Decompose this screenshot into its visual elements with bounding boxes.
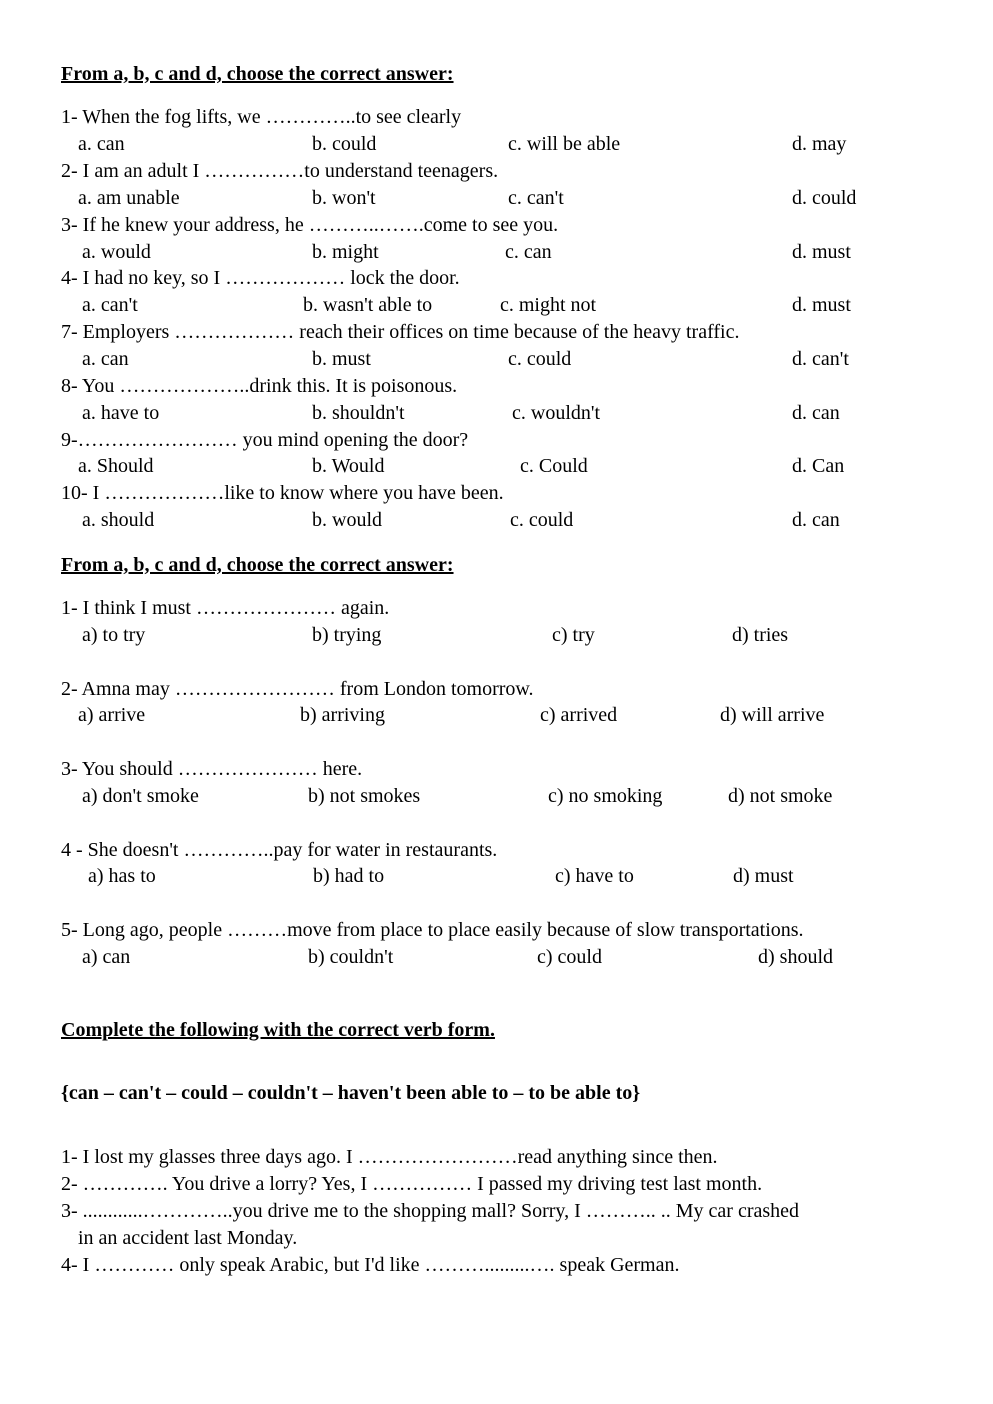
s1-q7-option-d[interactable]: d. can't xyxy=(792,348,849,370)
s1-q3-stem: 3- If he knew your address, he ………..…….come to see you. xyxy=(61,214,559,236)
s2-q3-option-d[interactable]: d) not smoke xyxy=(728,785,833,807)
s1-q2-option-a[interactable]: a. am unable xyxy=(78,187,180,209)
s1-q4-stem: 4- I had no key, so I ……………… lock the door. xyxy=(61,267,460,289)
s1-q8-option-d[interactable]: d. can xyxy=(792,402,840,424)
s1-q1-option-a[interactable]: a. can xyxy=(78,133,125,155)
s1-q1-option-b[interactable]: b. could xyxy=(312,133,377,155)
s2-q4-option-a[interactable]: a) has to xyxy=(88,865,156,887)
s1-q7-option-c[interactable]: c. could xyxy=(508,348,572,370)
s2-q3-stem: 3- You should ………………… here. xyxy=(61,758,363,780)
s2-q4-option-b[interactable]: b) had to xyxy=(313,865,385,887)
s1-q3-option-a[interactable]: a. would xyxy=(82,241,151,263)
s1-q2-option-c[interactable]: c. can't xyxy=(508,187,564,209)
s2-q5-option-d[interactable]: d) should xyxy=(758,946,833,968)
s1-q9-option-a[interactable]: a. Should xyxy=(78,455,154,477)
s1-q1-option-c[interactable]: c. will be able xyxy=(508,133,621,155)
s2-q1-option-c[interactable]: c) try xyxy=(552,624,595,646)
section1-heading: From a, b, c and d, choose the correct answer: xyxy=(61,63,454,85)
s3-line-4: 4- I ………… only speak Arabic, but I'd like ……….........…. speak German. xyxy=(61,1254,680,1276)
s1-q7-option-a[interactable]: a. can xyxy=(82,348,129,370)
s2-q1-option-a[interactable]: a) to try xyxy=(82,624,146,646)
s2-q2-option-d[interactable]: d) will arrive xyxy=(720,704,825,726)
s2-q5-stem: 5- Long ago, people ………move from place to place easily because of slow transportations. xyxy=(61,919,804,941)
s1-q3-option-b[interactable]: b. might xyxy=(312,241,379,263)
s1-q4-option-d[interactable]: d. must xyxy=(792,294,851,316)
s1-q9-option-d[interactable]: d. Can xyxy=(792,455,845,477)
s1-q8-stem: 8- You ………………..drink this. It is poisonous. xyxy=(61,375,458,397)
s2-q3-option-c[interactable]: c) no smoking xyxy=(548,785,663,807)
s1-q8-option-c[interactable]: c. wouldn't xyxy=(512,402,601,424)
s1-q10-option-b[interactable]: b. would xyxy=(312,509,382,531)
s2-q2-option-b[interactable]: b) arriving xyxy=(300,704,385,726)
s1-q10-option-c[interactable]: c. could xyxy=(510,509,574,531)
s3-line-1: 1- I lost my glasses three days ago. I ……………………read anything since then. xyxy=(61,1146,718,1168)
s2-q2-option-c[interactable]: c) arrived xyxy=(540,704,618,726)
s1-q9-stem: 9-…………………… you mind opening the door? xyxy=(61,429,469,451)
s1-q8-option-b[interactable]: b. shouldn't xyxy=(312,402,405,424)
s3-line-3: 3- ............…………..you drive me to the shopping mall? Sorry, I ……….. .. My car crashed xyxy=(61,1200,800,1222)
s1-q4-option-b[interactable]: b. wasn't able to xyxy=(303,294,433,316)
s2-q4-stem: 4 - She doesn't …………..pay for water in restaurants. xyxy=(61,839,498,861)
s2-q5-option-b[interactable]: b) couldn't xyxy=(308,946,394,968)
s1-q4-option-a[interactable]: a. can't xyxy=(82,294,138,316)
s1-q2-option-b[interactable]: b. won't xyxy=(312,187,376,209)
s1-q7-option-b[interactable]: b. must xyxy=(312,348,371,370)
s2-q1-stem: 1- I think I must ………………… again. xyxy=(61,597,390,619)
s2-q2-stem: 2- Amna may …………………… from London tomorrow. xyxy=(61,678,534,700)
s2-q4-option-d[interactable]: d) must xyxy=(733,865,794,887)
s1-q2-stem: 2- I am an adult I ……………to understand teenagers. xyxy=(61,160,499,182)
s1-q7-stem: 7- Employers ……………… reach their offices on time because of the heavy traffic. xyxy=(61,321,740,343)
s2-q1-option-d[interactable]: d) tries xyxy=(732,624,789,646)
s2-q1-option-b[interactable]: b) trying xyxy=(312,624,382,646)
s1-q4-option-c[interactable]: c. might not xyxy=(500,294,597,316)
section3-heading: Complete the following with the correct verb form. xyxy=(61,1019,495,1041)
s1-q1-stem: 1- When the fog lifts, we …………..to see clearly xyxy=(61,106,462,128)
s1-q1-option-d[interactable]: d. may xyxy=(792,133,847,155)
section2-heading: From a, b, c and d, choose the correct answer: xyxy=(61,554,454,576)
s2-q4-option-c[interactable]: c) have to xyxy=(555,865,634,887)
s2-q2-option-a[interactable]: a) arrive xyxy=(78,704,146,726)
s1-q10-option-d[interactable]: d. can xyxy=(792,509,840,531)
s3-line-3-continued: in an accident last Monday. xyxy=(78,1227,298,1249)
s1-q2-option-d[interactable]: d. could xyxy=(792,187,857,209)
s1-q8-option-a[interactable]: a. have to xyxy=(82,402,160,424)
s2-q5-option-c[interactable]: c) could xyxy=(537,946,602,968)
s2-q5-option-a[interactable]: a) can xyxy=(82,946,131,968)
s1-q9-option-b[interactable]: b. Would xyxy=(312,455,385,477)
s1-q3-option-c[interactable]: c. can xyxy=(505,241,552,263)
s1-q10-stem: 10- I ………………like to know where you have been. xyxy=(61,482,504,504)
s2-q3-option-b[interactable]: b) not smokes xyxy=(308,785,421,807)
s1-q9-option-c[interactable]: c. Could xyxy=(520,455,588,477)
word-bank: {can – can't – could – couldn't – haven't been able to – to be able to} xyxy=(61,1082,641,1104)
s3-line-2: 2- …………. You drive a lorry? Yes, I …………… I passed my driving test last month. xyxy=(61,1173,763,1195)
s1-q3-option-d[interactable]: d. must xyxy=(792,241,851,263)
s2-q3-option-a[interactable]: a) don't smoke xyxy=(82,785,199,807)
s1-q10-option-a[interactable]: a. should xyxy=(82,509,155,531)
